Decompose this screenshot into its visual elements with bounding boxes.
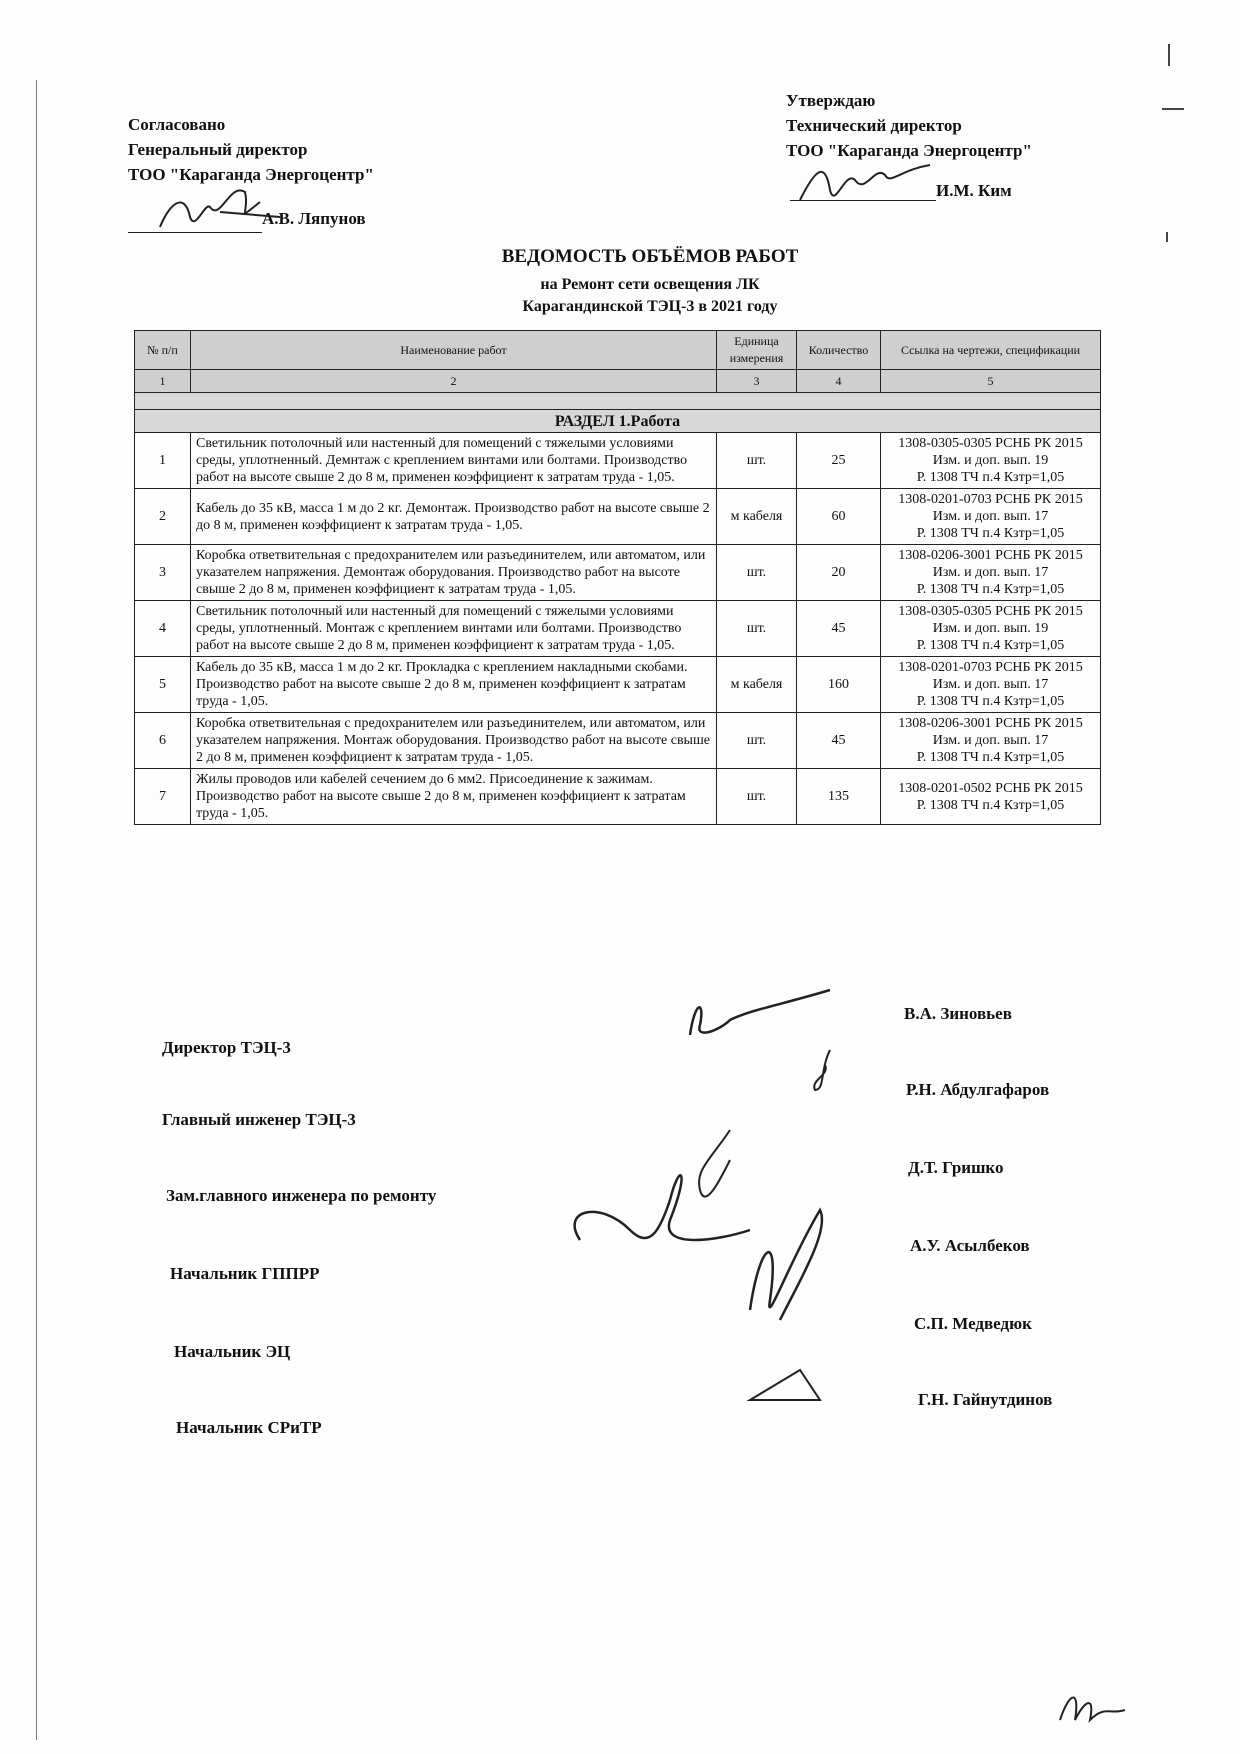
table-row (135, 489, 1101, 545)
ref-line: 1308-0206-3001 РСНБ РК 2015 (898, 716, 1083, 731)
header-unit: Единица измерения (717, 331, 797, 370)
signature-lyapunov (150, 172, 290, 242)
row-reference (881, 601, 1101, 657)
header-number: № п/п (135, 331, 191, 370)
col-number: 5 (881, 370, 1101, 393)
header-quantity: Количество (797, 331, 881, 370)
row-unit: м кабеля (717, 657, 797, 713)
row-number: 7 (135, 769, 191, 825)
row-number: 3 (135, 545, 191, 601)
ref-line: Изм. и доп. вып. 17 (932, 733, 1049, 748)
document-subtitle-1: на Ремонт сети освещения ЛК (540, 276, 760, 293)
ref-line: Р. 1308 ТЧ п.4 Кзтр=1,05 (916, 750, 1065, 765)
ref-line: 1308-0206-3001 РСНБ РК 2015 (898, 548, 1083, 563)
ref-line: Р. 1308 ТЧ п.4 Кзтр=1,05 (916, 582, 1065, 597)
row-number: 5 (135, 657, 191, 713)
row-unit: шт. (717, 601, 797, 657)
table-row (135, 545, 1101, 601)
signatures-cluster (520, 980, 880, 1420)
ref-line: 1308-0201-0703 РСНБ РК 2015 (898, 492, 1083, 507)
signatory-name: А.У. Асылбеков (910, 1236, 1030, 1255)
col-number: 1 (135, 370, 191, 393)
header-reference: Ссылка на чертежи, спецификации (881, 331, 1101, 370)
ref-line: Р. 1308 ТЧ п.4 Кзтр=1,05 (916, 526, 1065, 541)
row-quantity: 20 (797, 545, 881, 601)
approval-left-name: А.В. Ляпунов (262, 209, 366, 228)
table-row (135, 713, 1101, 769)
row-name: Светильник потолочный или настенный для помещений с тяжелыми условиями среды, уплотненный. Монтаж с креплением винтами или болтами. Производство работ на высоте свыше 2 до 8 м, применен коэффициент к затратам труда - 1,05. (191, 601, 717, 657)
ref-line: Изм. и доп. вып. 17 (932, 677, 1049, 692)
row-unit: шт. (717, 713, 797, 769)
ref-line: 1308-0305-0305 РСНБ РК 2015 (898, 604, 1083, 619)
col-number: 4 (797, 370, 881, 393)
table-row (135, 657, 1101, 713)
scan-edge-line (36, 80, 37, 1740)
table-header-row (135, 331, 1101, 370)
row-number: 1 (135, 433, 191, 489)
row-reference (881, 769, 1101, 825)
row-number: 2 (135, 489, 191, 545)
row-unit: шт. (717, 545, 797, 601)
row-quantity: 25 (797, 433, 881, 489)
row-reference (881, 433, 1101, 489)
ref-line: 1308-0201-0502 РСНБ РК 2015 (898, 780, 1083, 796)
initials-corner (1050, 1680, 1130, 1740)
works-table (134, 330, 1101, 825)
signatory-name: Р.Н. Абдулгафаров (906, 1080, 1050, 1099)
row-unit: шт. (717, 433, 797, 489)
scan-mark (1162, 108, 1184, 110)
approval-right-name: И.М. Ким (936, 181, 1012, 200)
signatory-position: Начальник ЭЦ (174, 1342, 291, 1361)
table-row (135, 433, 1101, 489)
row-name: Светильник потолочный или настенный для помещений с тяжелыми условиями среды, уплотненный. Демнтаж с креплением винтами или болтами. Производство работ на высоте свыше 2 до 8 м, применен коэффициент к затратам труда - 1,05. (191, 433, 717, 489)
row-reference (881, 657, 1101, 713)
ref-line: Изм. и доп. вып. 17 (932, 509, 1049, 524)
ref-line: Р. 1308 ТЧ п.4 Кзтр=1,05 (916, 638, 1065, 653)
signatory-position: Зам.главного инженера по ремонту (166, 1186, 437, 1205)
row-name: Жилы проводов или кабелей сечением до 6 мм2. Присоединение к зажимам. Производство работ на высоте свыше 2 до 8 м, применен коэффициент к затратам труда - 1,05. (191, 769, 717, 825)
row-reference (881, 545, 1101, 601)
row-name: Коробка ответвительная с предохранителем или разъединителем, или автоматом, или указателем напряжения. Демонтаж оборудования. Производство работ на высоте свыше 2 до 8 м, применен коэффициент к затратам труда - 1,05. (191, 545, 717, 601)
approval-right-line2: Технический директор (786, 116, 962, 135)
row-quantity: 60 (797, 489, 881, 545)
signature-kim (790, 150, 940, 220)
ref-line: Изм. и доп. вып. 19 (932, 453, 1049, 468)
ref-line: 1308-0305-0305 РСНБ РК 2015 (898, 436, 1083, 451)
row-unit: шт. (717, 769, 797, 825)
section-row (135, 410, 1101, 433)
ref-line: Р. 1308 ТЧ п.4 Кзтр=1,05 (916, 694, 1065, 709)
col-number: 3 (717, 370, 797, 393)
signatory-name: В.А. Зиновьев (904, 1004, 1012, 1023)
signatory-name: Д.Т. Гришко (908, 1158, 1004, 1177)
row-name: Коробка ответвительная с предохранителем или разъединителем, или автоматом, или указателем напряжения. Монтаж оборудования. Производство работ на высоте свыше 2 до 8 м, применен коэффициент к затратам труда - 1,05. (191, 713, 717, 769)
signatory-name: Г.Н. Гайнутдинов (918, 1390, 1053, 1409)
blank-row (135, 393, 1101, 410)
scan-mark (1168, 44, 1170, 66)
row-name: Кабель до 35 кВ, масса 1 м до 2 кг. Прокладка с креплением накладными скобами. Производство работ на высоте свыше 2 до 8 м, применен коэффициент к затратам труда - 1,05. (191, 657, 717, 713)
row-quantity: 45 (797, 713, 881, 769)
document-title: ВЕДОМОСТЬ ОБЪЁМОВ РАБОТ (501, 246, 799, 267)
ref-line: 1308-0201-0703 РСНБ РК 2015 (898, 660, 1083, 675)
col-number: 2 (191, 370, 717, 393)
table-row (135, 601, 1101, 657)
ref-line: Изм. и доп. вып. 17 (932, 565, 1049, 580)
signatory-position: Начальник ГППРР (170, 1264, 320, 1283)
row-unit: м кабеля (717, 489, 797, 545)
row-reference (881, 489, 1101, 545)
approval-right-line1: Утверждаю (786, 91, 876, 110)
approval-left-line3: ТОО "Караганда Энергоцентр" (128, 165, 374, 184)
signatory-position: Начальник СРиТР (176, 1418, 322, 1437)
row-number: 4 (135, 601, 191, 657)
ref-line: Р. 1308 ТЧ п.4 Кзтр=1,05 (916, 797, 1065, 813)
ref-line: Р. 1308 ТЧ п.4 Кзтр=1,05 (916, 470, 1065, 485)
signatory-name: С.П. Медведюк (914, 1314, 1032, 1333)
ref-line: Изм. и доп. вып. 19 (932, 621, 1049, 636)
signatory-position: Главный инженер ТЭЦ-3 (162, 1110, 356, 1129)
approval-right-line3: ТОО "Караганда Энергоцентр" (786, 141, 1032, 160)
approval-left-line1: Согласовано (128, 115, 226, 134)
row-quantity: 45 (797, 601, 881, 657)
scan-mark (1166, 232, 1168, 242)
section-title: РАЗДЕЛ 1.Работа (135, 410, 1101, 433)
table-row (135, 769, 1101, 825)
header-name: Наименование работ (191, 331, 717, 370)
row-quantity: 135 (797, 769, 881, 825)
row-number: 6 (135, 713, 191, 769)
approval-left-line2: Генеральный директор (128, 140, 308, 159)
signatory-position: Директор ТЭЦ-3 (162, 1038, 291, 1057)
row-quantity: 160 (797, 657, 881, 713)
row-name: Кабель до 35 кВ, масса 1 м до 2 кг. Демонтаж. Производство работ на высоте свыше 2 до 8 м, применен коэффициент к затратам труда - 1,05. (191, 489, 717, 545)
column-number-row (135, 370, 1101, 393)
row-reference (881, 713, 1101, 769)
document-subtitle-2: Карагандинской ТЭЦ-3 в 2021 году (522, 298, 778, 315)
